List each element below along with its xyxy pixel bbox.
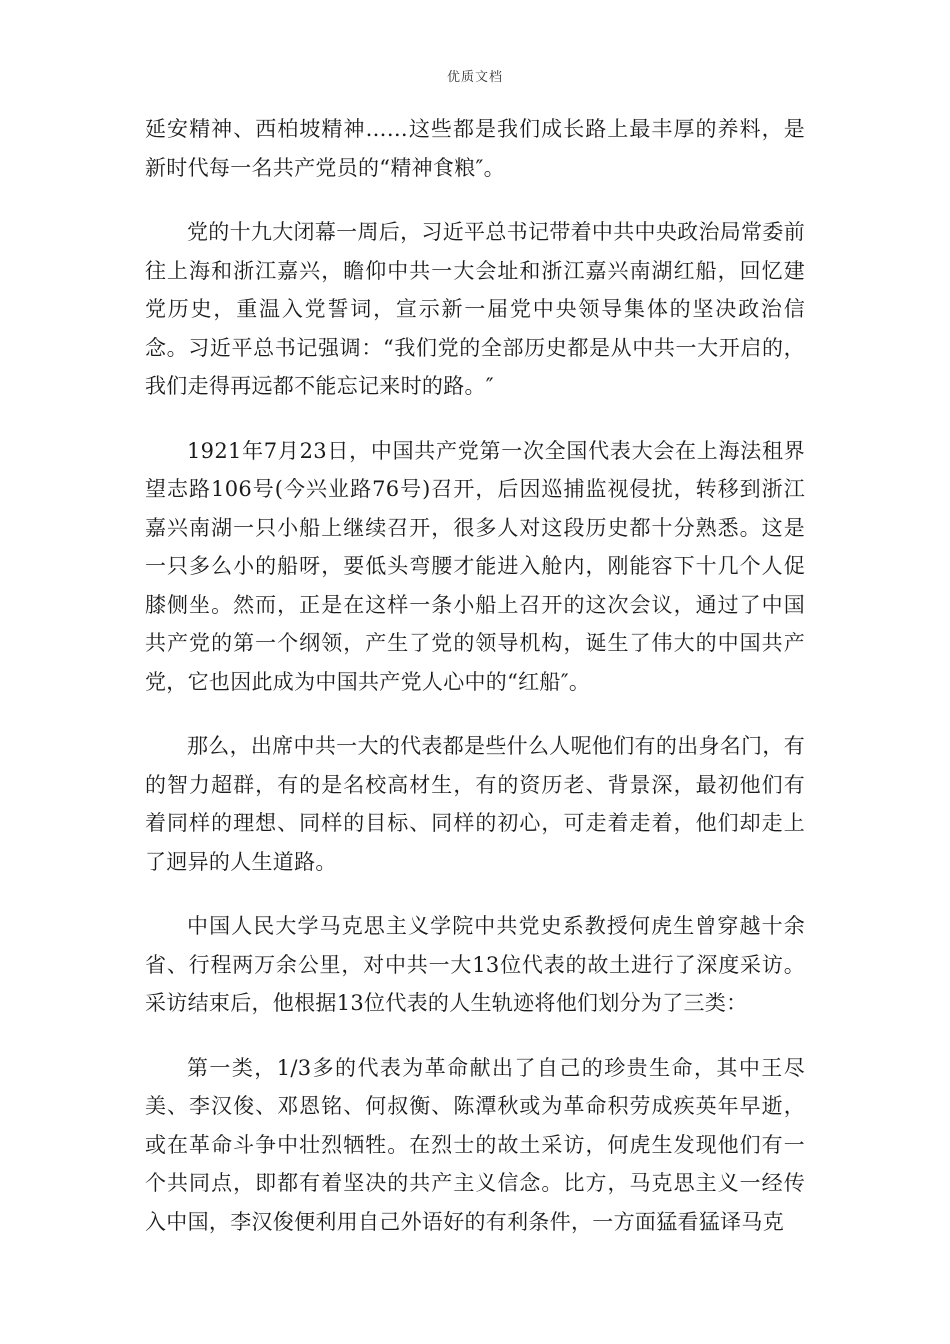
page-header: 优质文档 — [446, 70, 503, 85]
paragraph-5: 中国人民大学马克思主义学院中共党史系教授何虎生曾穿越十余省、行程两万余公里，对中共一大13位代表的故土进行了深度采访。采访结束后，他根据13位代表的人生轨迹将他们划分为了三类： — [145, 914, 805, 1015]
paragraph-2: 党的十九大闭幕一周后，习近平总书记带着中共中央政治局常委前往上海和浙江嘉兴，瞻仰中共一大会址和浙江嘉兴南湖红船，回忆建党历史，重温入党誓词，宣示新一届党中央领导集体的坚决政治信念。习近平总书记强调：“我们党的全部历史都是从中共一大开启的，我们走得再远都不能忘记来时的路。″ — [145, 220, 805, 398]
paragraph-3: 1921年7月23日，中国共产党第一次全国代表大会在上海法租界望志路106号(今兴业路76号)召开，后因巡捕监视侵扰，转移到浙江嘉兴南湖一只小船上继续召开，很多人对这段历史都十分熟悉。这是一只多么小的船呀，要低头弯腰才能进入舱内，刚能容下十几个人促膝侧坐。然而，正是在这样一条小船上召开的这次会议，通过了中国共产党的第一个纲领，产生了党的领导机构，诞生了伟大的中国共产党，它也因此成为中国共产党人心中的“红船″。 — [145, 438, 805, 694]
paragraph-4: 那么，出席中共一大的代表都是些什么人呢他们有的出身名门，有的智力超群，有的是名校高材生，有的资历老、背景深，最初他们有着同样的理想、同样的目标、同样的初心，可走着走着，他们却走上了迥异的人生道路。 — [145, 734, 805, 874]
document-body — [145, 110, 805, 1267]
paragraph-6: 第一类，1/3多的代表为革命献出了自己的珍贵生命，其中王尽美、李汉俊、邓恩铭、何叔衡、陈潭秋或为革命积劳成疾英年早逝，或在革命斗争中壮烈牺牲。在烈士的故土采访，何虎生发现他们有一个共同点，即都有着坚决的共产主义信念。比方，马克思主义一经传入中国，李汉俊便利用自己外语好的有利条件，一方面猛看猛译马克 — [145, 1055, 805, 1234]
paragraph-1: 延安精神、西柏坡精神……这些都是我们成长路上最丰厚的养料，是新时代每一名共产党员的“精神食粮″。 — [145, 117, 805, 180]
